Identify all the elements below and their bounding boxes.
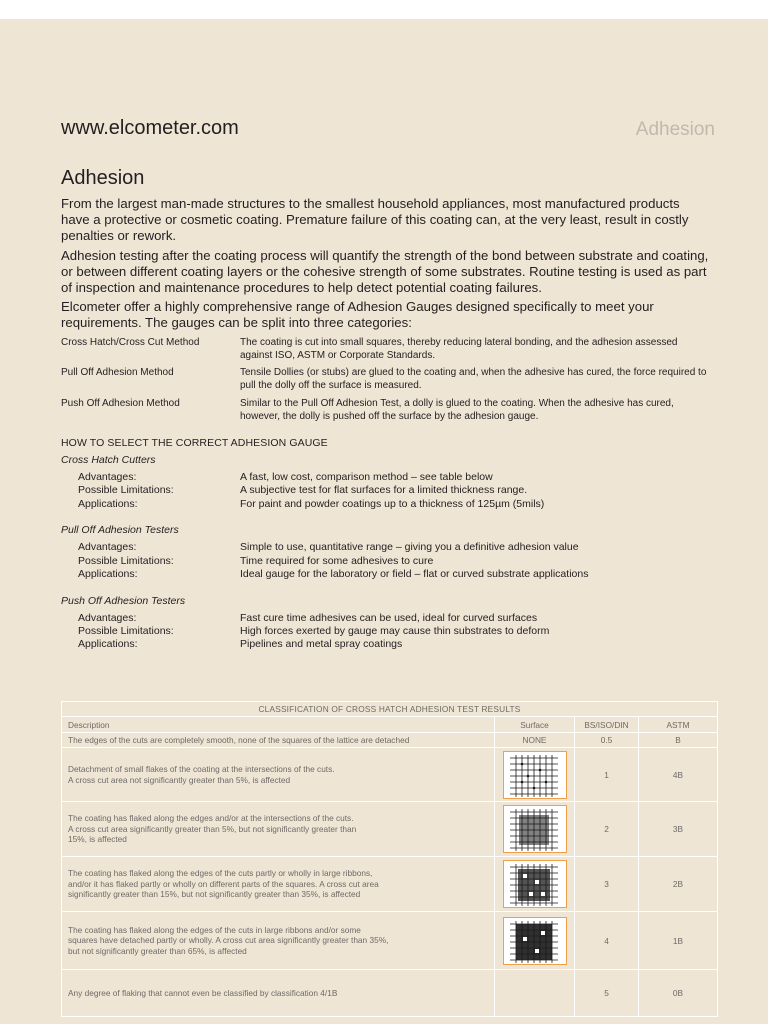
gauge-group-title: Cross Hatch Cutters bbox=[61, 454, 156, 466]
property-label: Possible Limitations: bbox=[78, 625, 174, 637]
surface-cell bbox=[495, 857, 575, 912]
astm-cell: 2B bbox=[639, 857, 718, 912]
column-header: Description bbox=[62, 717, 495, 733]
method-name: Pull Off Adhesion Method bbox=[61, 367, 174, 378]
column-header: Surface bbox=[495, 717, 575, 733]
property-value: High forces exerted by gauge may cause thin substrates to deform bbox=[240, 625, 550, 637]
table-row bbox=[62, 970, 718, 1017]
property-label: Possible Limitations: bbox=[78, 555, 174, 567]
astm-cell: 1B bbox=[639, 912, 718, 970]
table-row bbox=[62, 748, 718, 802]
astm-cell: 3B bbox=[639, 802, 718, 857]
classification-table bbox=[61, 701, 718, 1017]
table-row bbox=[62, 802, 718, 857]
bs-iso-din-cell: 2 bbox=[575, 802, 639, 857]
astm-cell: B bbox=[639, 733, 718, 748]
cut-lines bbox=[510, 864, 558, 906]
bs-iso-din-cell: 3 bbox=[575, 857, 639, 912]
astm-cell: 0B bbox=[639, 970, 718, 1017]
property-label: Applications: bbox=[78, 638, 138, 650]
method-name: Push Off Adhesion Method bbox=[61, 398, 180, 409]
gauge-group-title: Pull Off Adhesion Testers bbox=[61, 524, 179, 536]
surface-cell bbox=[495, 912, 575, 970]
property-value: Ideal gauge for the laboratory or field – flat or curved substrate applications bbox=[240, 568, 589, 580]
bs-iso-din-cell: 1 bbox=[575, 748, 639, 802]
intro-paragraph: Elcometer offer a highly comprehensive range of Adhesion Gauges designed specifically to meet your requirements. The gauges can be split into three categories: bbox=[61, 299, 654, 330]
method-description: Tensile Dollies (or stubs) are glued to the coating and, when the adhesive has cured, the force required to pull the dolly off the surface is measured. bbox=[240, 367, 707, 391]
astm-cell: 4B bbox=[639, 748, 718, 802]
intact-square bbox=[541, 931, 545, 935]
intro-paragraph: From the largest man-made structures to the smallest household appliances, most manufactured products have a protective or cosmetic coating. Premature failure of this coating can, at the very least, result in costly penalties or rework. bbox=[61, 196, 689, 243]
page-title: Adhesion bbox=[61, 167, 145, 189]
property-value: Fast cure time adhesives can be used, ideal for curved surfaces bbox=[240, 612, 538, 624]
method-description: Similar to the Pull Off Adhesion Test, a dolly is glued to the coating. When the adhesive has cured, however, the dolly is pushed off the surface by the adhesion gauge. bbox=[240, 398, 674, 422]
cross-hatch-pattern-4 bbox=[503, 917, 567, 965]
select-gauge-heading: HOW TO SELECT THE CORRECT ADHESION GAUGE bbox=[61, 437, 328, 449]
property-value: A subjective test for flat surfaces for a limited thickness range. bbox=[240, 484, 528, 496]
property-label: Advantages: bbox=[78, 471, 137, 483]
description-cell: The coating has flaked along the edges of the cuts partly or wholly in large ribbons, and/or it has flaked partly or wholly on different parts of the squares. A cross cut area significantly greater than 15%, but not significantly greater than 35%, is affected bbox=[62, 857, 495, 912]
cut-lines bbox=[510, 809, 558, 851]
property-label: Applications: bbox=[78, 568, 138, 580]
bs-iso-din-cell: 4 bbox=[575, 912, 639, 970]
table-title: CLASSIFICATION OF CROSS HATCH ADHESION TEST RESULTS bbox=[62, 702, 718, 717]
description-cell: The coating has flaked along the edges and/or at the intersections of the cuts. A cross cut area significantly greater than 5%, but not significantly greater than 15%, is affected bbox=[62, 802, 495, 857]
property-label: Advantages: bbox=[78, 612, 137, 624]
table-row bbox=[62, 733, 718, 748]
column-header: BS/ISO/DIN bbox=[575, 717, 639, 733]
property-label: Advantages: bbox=[78, 541, 137, 553]
description-cell: The coating has flaked along the edges of the cuts in large ribbons and/or some squares have detached partly or wholly. A cross cut area significantly greater than 35%, but not significantly greater than 65%, is affected bbox=[62, 912, 495, 970]
surface-cell bbox=[495, 802, 575, 857]
property-value: Pipelines and metal spray coatings bbox=[240, 638, 403, 650]
intact-square bbox=[529, 892, 533, 896]
surface-cell bbox=[495, 970, 575, 1017]
surface-cell bbox=[495, 748, 575, 802]
method-name: Cross Hatch/Cross Cut Method bbox=[61, 337, 200, 348]
website-url[interactable]: www.elcometer.com bbox=[61, 117, 239, 139]
property-label: Applications: bbox=[78, 498, 138, 510]
property-value: Simple to use, quantitative range – giving you a definitive adhesion value bbox=[240, 541, 579, 553]
cross-hatch-pattern-1 bbox=[503, 751, 567, 799]
description-cell: Detachment of small flakes of the coating at the intersections of the cuts. A cross cut area not significantly greater than 5%, is affected bbox=[62, 748, 495, 802]
description-cell: Any degree of flaking that cannot even be classified by classification 4/1B bbox=[62, 970, 495, 1017]
column-header: ASTM bbox=[639, 717, 718, 733]
intact-square bbox=[535, 880, 539, 884]
intact-square bbox=[541, 892, 545, 896]
bs-iso-din-cell: 5 bbox=[575, 970, 639, 1017]
gauge-group-title: Push Off Adhesion Testers bbox=[61, 595, 186, 607]
cut-lines bbox=[510, 755, 558, 797]
intact-square bbox=[523, 874, 527, 878]
method-description: The coating is cut into small squares, thereby reducing lateral bonding, and the adhesion assessed against ISO, ASTM or Corporate Standards. bbox=[240, 337, 678, 361]
property-value: A fast, low cost, comparison method – see table below bbox=[240, 471, 493, 483]
surface-cell: NONE bbox=[495, 733, 575, 748]
cross-hatch-pattern-3 bbox=[503, 860, 567, 908]
table-row bbox=[62, 857, 718, 912]
property-value: For paint and powder coatings up to a thickness of 125µm (5mils) bbox=[240, 498, 545, 510]
bs-iso-din-cell: 0.5 bbox=[575, 733, 639, 748]
section-tag: Adhesion bbox=[635, 119, 715, 140]
description-cell: The edges of the cuts are completely smooth, none of the squares of the lattice are detached bbox=[62, 733, 495, 748]
property-label: Possible Limitations: bbox=[78, 484, 174, 496]
cross-hatch-pattern-2 bbox=[503, 805, 567, 853]
table-row bbox=[62, 912, 718, 970]
property-value: Time required for some adhesives to cure bbox=[240, 555, 434, 567]
intact-square bbox=[535, 949, 539, 953]
intro-paragraph: Adhesion testing after the coating process will quantify the strength of the bond between substrate and coating, or between different coating layers or the cohesive strength of some substrates. Routine testing is used as part of inspection and maintenance procedures to help detect potential coating failures. bbox=[61, 248, 709, 295]
intact-square bbox=[523, 937, 527, 941]
